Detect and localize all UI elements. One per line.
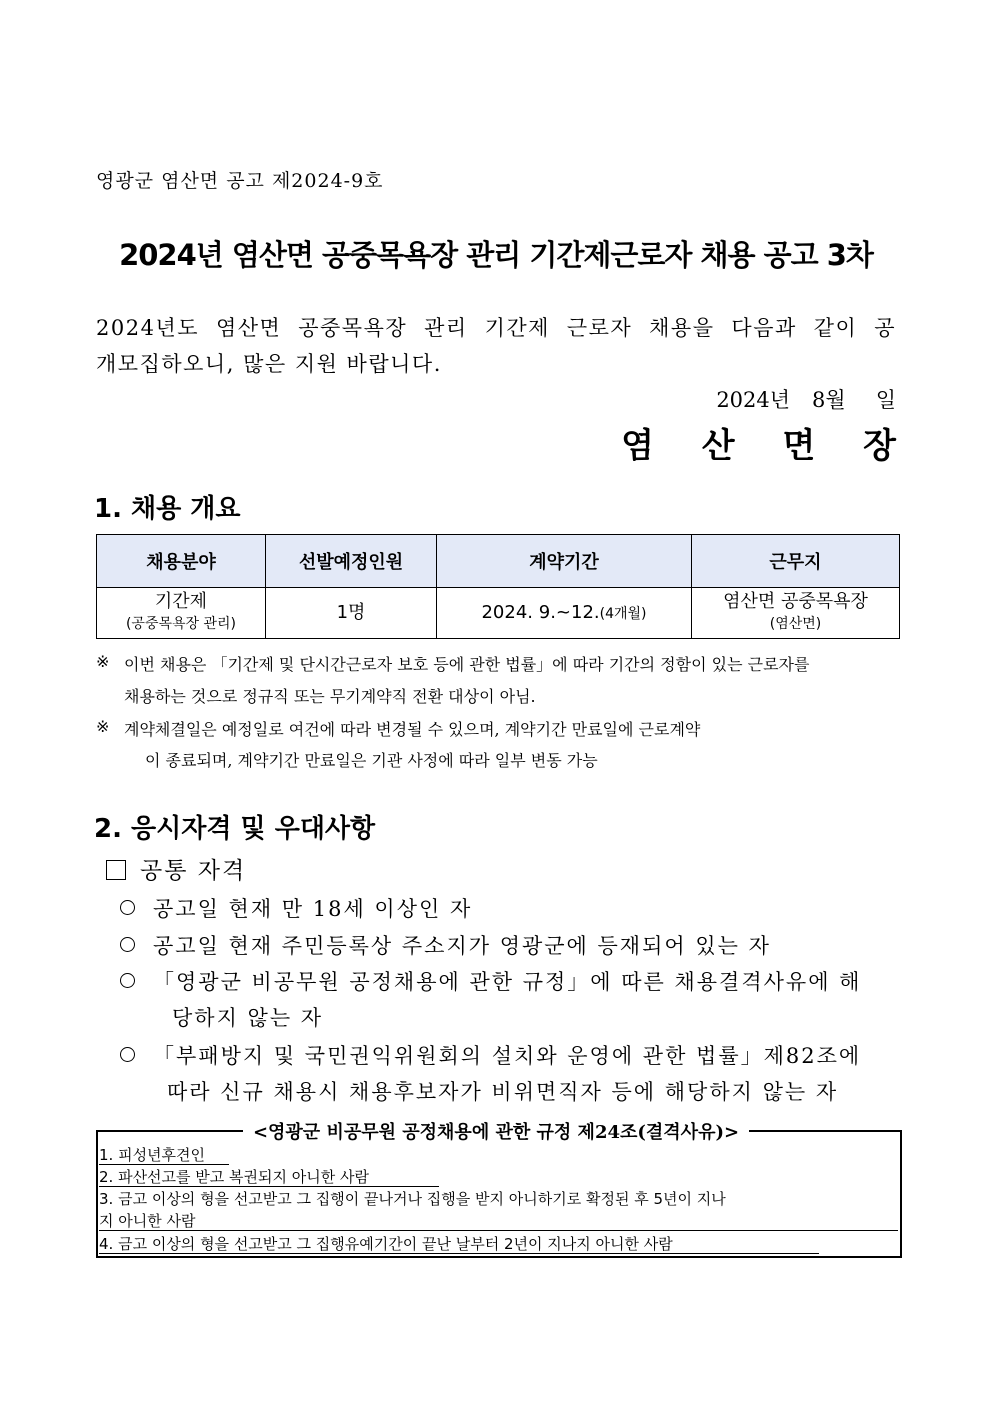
field-sub: (공중목욕장 관리) [125,616,237,632]
item-1-text: 공고일 현재 만 18세 이상인 자 [153,897,473,921]
item-2-text: 공고일 현재 주민등록상 주소지가 영광군에 등재되어 있는 자 [153,934,771,958]
reference-mark: ※ [96,717,110,736]
period-sub: (4개월) [599,605,647,622]
issuer-name: 염 산 면 장 [621,426,914,466]
period-main: 2024. 9.~12. [481,601,600,623]
place-main: 염산면 공중목욕장 [723,591,868,612]
list-item [120,930,771,960]
section-heading-overview: 1. 채용 개요 [94,494,241,524]
cell-place [692,588,900,639]
table-header-row [97,535,900,588]
rule-box-title-text: <영광군 비공무원 공정채용에 관한 규정 제24조(결격사유)> [243,1122,749,1143]
table-row [97,588,900,639]
square-bullet-icon [106,860,126,880]
item-3-text-cont: 당하지 않는 자 [172,1006,324,1030]
rule-underline [99,1186,439,1187]
rule-underline [99,1230,898,1231]
date-day: 일 [875,388,896,412]
circle-bullet-icon [120,973,135,988]
item-3-text: 「영광군 비공무원 공정채용에 관한 규정」에 따른 채용결격사유에 해 [153,970,862,994]
item-4-text-cont: 따라 신규 채용시 채용후보자가 비위면직자 등에 해당하지 않는 자 [167,1080,839,1104]
recruitment-table [96,534,900,639]
item-4-text: 「부패방지 및 국민권익위원회의 설치와 운영에 관한 법률」제82조에 [153,1044,862,1068]
list-item [120,966,861,996]
cell-field [97,588,266,639]
note-1-line-1: 이번 채용은 「기간제 및 단시간근로자 보호 등에 관한 법률」에 따라 기간의 정함이 있는 근로자를 [124,655,810,674]
rule-underline [99,1253,819,1254]
circle-bullet-icon [120,1047,135,1062]
note-2-line-1: 계약체결일은 예정일로 여건에 따라 변경될 수 있으며, 계약기간 만료일에 근로계약 [124,720,701,739]
announcement-date [694,384,896,414]
table-header-period: 계약기간 [437,535,692,588]
rule-item-2: 2. 파산선고를 받고 복권되지 아니한 사람 [99,1168,369,1186]
page-title: 2024년 염산면 공중목욕장 관리 기간제근로자 채용 공고 3차 [119,238,873,272]
circle-bullet-icon [120,937,135,952]
rule-item-4: 4. 금고 이상의 형을 선고받고 그 집행유예기간이 끝난 날부터 2년이 지나지 아니한 사람 [99,1235,673,1253]
cell-period [437,588,692,639]
place-sub: (염산면) [769,616,822,632]
date-month: 8월 [812,388,846,412]
rule-item-3-cont: 지 아니한 사람 [99,1212,196,1230]
note-1-line-2: 채용하는 것으로 정규직 또는 무기계약직 전환 대상이 아님. [124,687,536,706]
list-item [120,893,472,923]
common-qualification-label: 공통 자격 [140,858,247,884]
rule-item-3: 3. 금고 이상의 형을 선고받고 그 집행이 끝나거나 집행을 받지 아니하기로 확정된 후 5년이 지나 [99,1190,726,1208]
notice-number: 영광군 염산면 공고 제2024-9호 [96,170,384,192]
rule-underline [99,1164,229,1165]
note-2-line-2: 이 종료되며, 계약기간 만료일은 기관 사정에 따라 일부 변동 가능 [145,751,598,770]
table-header-field: 채용분야 [97,535,266,588]
date-year: 2024년 [716,388,791,412]
table-header-place: 근무지 [692,535,900,588]
field-main: 기간제 [154,591,208,612]
common-qualification-heading [106,852,246,885]
list-item [120,1040,861,1070]
cell-count: 1명 [266,588,437,639]
reference-mark: ※ [96,652,110,671]
intro-line-1: 2024년도 염산면 공중목욕장 관리 기간제 근로자 채용을 다음과 같이 공 [96,316,896,340]
rule-box-title [0,1118,992,1144]
section-heading-qualifications: 2. 응시자격 및 우대사항 [94,814,376,844]
table-header-count: 선발예정인원 [266,535,437,588]
circle-bullet-icon [120,900,135,915]
intro-line-2: 개모집하오니, 많은 지원 바랍니다. [96,352,442,376]
rule-item-1: 1. 피성년후견인 [99,1146,206,1164]
